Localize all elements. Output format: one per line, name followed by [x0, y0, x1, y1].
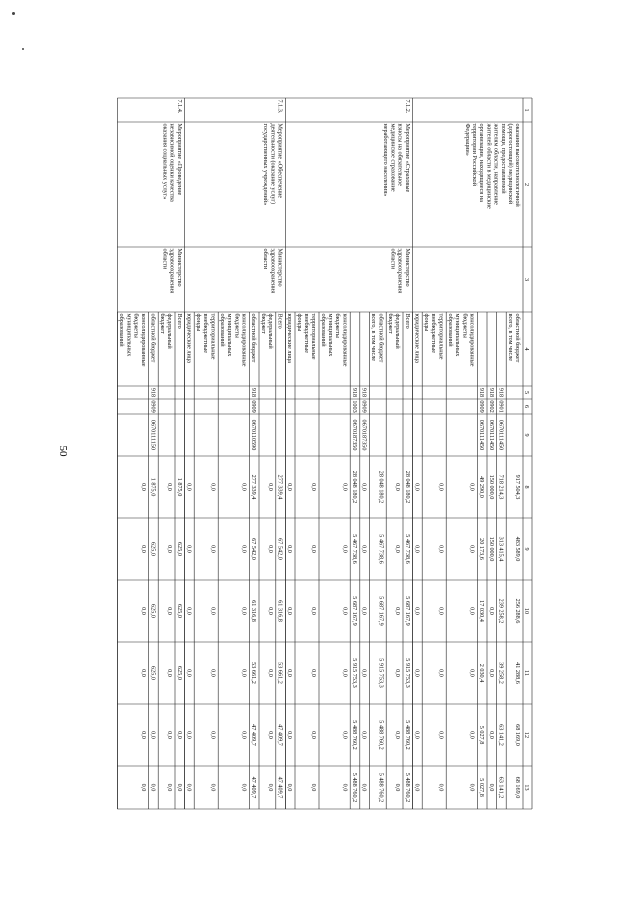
year-value: 5 915 753,3 [351, 658, 358, 688]
measure-name: Мероприятие «Страховые [403, 123, 411, 193]
year-value: 53 661,2 [250, 662, 258, 684]
section-code: 0909 [149, 400, 157, 413]
year-value: 0,0 [360, 783, 368, 792]
year-value: 47 409,7 [276, 724, 284, 746]
total-value: 277 339,4 [276, 474, 284, 500]
executor-name: области [262, 248, 270, 270]
measure-number: 7.1.2. [403, 99, 411, 114]
year-value: 0,0 [341, 545, 349, 553]
year-value: 0,0 [437, 669, 445, 677]
year-value: 47 409,7 [250, 776, 258, 799]
grbs-code: 918 [149, 387, 157, 398]
funding-source: юридические лица [413, 313, 421, 363]
target-article-code: 0670110590 [250, 419, 258, 451]
year-value: 150 000,0 [487, 536, 495, 562]
year-value: 0,0 [413, 731, 421, 739]
year-value: 67 542,0 [250, 538, 258, 560]
scan-speck [22, 48, 24, 50]
year-value: 0,0 [468, 545, 476, 553]
column-number: 1 [523, 108, 530, 112]
year-value: 0,0 [139, 731, 147, 739]
page-number: 50 [57, 445, 69, 457]
year-value: 0,0 [240, 783, 248, 792]
year-value: 256 288,6 [514, 598, 522, 624]
column-number: 5 [523, 390, 530, 395]
year-value: 0,0 [209, 545, 217, 553]
funding-source: территориальные [209, 313, 217, 360]
year-value: 5 687 167,9 [377, 596, 385, 626]
funding-source: юридические лица [185, 313, 193, 363]
year-value: 0,0 [310, 669, 318, 677]
year-value: 0,0 [437, 731, 445, 739]
measure-name: независимой оценки качества [168, 123, 176, 202]
column-number: 11 [523, 670, 530, 676]
year-value: 0,0 [413, 607, 421, 615]
funding-source: образований [118, 313, 126, 347]
year-value: 0,0 [149, 731, 157, 739]
total-value: 0,0 [394, 483, 402, 491]
total-value: 28 048 180,2 [377, 470, 385, 504]
section-code: 1003 [351, 400, 358, 413]
measure-name: (дорогостоящей) медицинской [507, 123, 514, 205]
year-value: 61 316,8 [250, 600, 258, 622]
year-value: 5 488 760,2 [351, 720, 358, 750]
year-value: 0,0 [394, 607, 402, 615]
target-article-code: 0670111450 [497, 419, 505, 451]
year-value: 0,0 [209, 783, 217, 792]
year-value: 0,0 [341, 669, 349, 677]
grbs-code: 918 [478, 387, 486, 398]
funding-source: бюджеты [334, 313, 342, 338]
total-value: 0,0 [209, 483, 217, 491]
funding-source: всего, в том числе [370, 313, 378, 362]
funding-source: территориальные [310, 313, 318, 360]
measure-name: Мероприятие «Обеспечение [276, 123, 284, 199]
section-code: 0909 [360, 400, 368, 413]
funding-source: образований [447, 313, 454, 347]
year-value: 5 467 738,6 [351, 534, 358, 564]
year-value: 0,0 [310, 783, 318, 792]
measure-name: деятельности (оказание услуг) [269, 123, 277, 205]
year-value: 0,0 [166, 783, 174, 792]
funding-source: муниципальных [226, 313, 234, 357]
measure-name: оказания социальных услуг» [161, 123, 169, 200]
year-value: 0,0 [267, 669, 274, 677]
year-value: 0,0 [149, 783, 157, 792]
year-value: 0,0 [341, 783, 349, 792]
year-value: 625,0 [175, 604, 183, 618]
funding-source: юридические лица [286, 313, 294, 363]
column-number: 12 [523, 731, 530, 739]
year-value: 0,0 [185, 783, 193, 792]
grbs-code: 918 [250, 387, 258, 398]
year-value: 5 687 167,9 [351, 596, 358, 626]
year-value: 0,0 [394, 731, 402, 739]
year-value: 5 488 760,2 [403, 772, 411, 803]
year-value: 63 141,2 [497, 776, 505, 799]
grbs-code: 918 [360, 387, 368, 398]
year-value: 0,0 [341, 607, 349, 615]
funding-source: фонды [423, 313, 430, 332]
year-value: 5 027,8 [478, 778, 486, 797]
year-value: 0,0 [166, 607, 174, 615]
year-value: 0,0 [175, 731, 183, 739]
year-value: 5 687 167,9 [403, 596, 411, 626]
funding-source: областной бюджет [377, 313, 385, 363]
year-value: 0,0 [267, 545, 274, 553]
year-value: 0,0 [286, 731, 294, 739]
year-value: 0,0 [185, 731, 193, 739]
section-code: 0909 [250, 400, 258, 413]
year-value: 0,0 [286, 669, 294, 677]
year-value: 5 488 760,2 [377, 772, 385, 803]
year-value: 0,0 [394, 545, 402, 553]
column-number: 8 [523, 485, 530, 489]
year-value: 17 030,4 [478, 600, 486, 622]
measure-name: Федерации» [463, 123, 471, 156]
year-value: 0,0 [468, 669, 476, 677]
funding-source: фонды [295, 313, 303, 332]
year-value: 0,0 [468, 607, 476, 615]
year-value: 5 467 738,6 [403, 534, 411, 564]
measure-name: помощи, предоставляемой [499, 123, 507, 194]
year-value: 239 258,2 [497, 598, 505, 624]
year-value: 67 542,0 [276, 538, 284, 560]
year-value: 0,0 [267, 783, 274, 792]
target-article-code: 0670111450 [478, 419, 486, 451]
total-value: 1 875,0 [175, 477, 183, 497]
year-value: 0,0 [487, 669, 495, 677]
year-value: 0,0 [360, 669, 368, 677]
year-value: 625,0 [149, 604, 157, 618]
year-value: 0,0 [286, 607, 294, 615]
total-value: 150 000,0 [487, 474, 495, 500]
funding-source: федеральный [394, 313, 402, 349]
measure-name: территории Российской [471, 123, 478, 186]
target-article-code: 0670111450 [487, 419, 495, 451]
year-value: 68 169,0 [514, 724, 522, 746]
funding-source: образований [319, 313, 327, 347]
funding-source: бюджет [159, 313, 166, 334]
column-number: 10 [523, 607, 530, 615]
year-value: 63 141,2 [497, 724, 505, 746]
year-value: 0,0 [437, 545, 445, 553]
grbs-code: 918 [497, 387, 505, 398]
funding-source: всего, в том числе [507, 313, 514, 362]
measure-name: государственных учреждений» [262, 123, 270, 206]
measure-name: неработающего населения» [382, 123, 390, 197]
year-value: 0,0 [139, 783, 147, 792]
total-value: 0,0 [185, 483, 193, 491]
year-value: 0,0 [166, 731, 174, 739]
year-value: 5 915 753,3 [377, 658, 385, 688]
total-value: 28 048 180,2 [351, 470, 358, 504]
funding-source: муниципальных [125, 313, 133, 357]
year-value: 0,0 [139, 545, 147, 553]
year-value: 625,0 [149, 542, 157, 556]
funding-source: Всего [403, 313, 411, 329]
year-value: 0,0 [468, 783, 476, 792]
total-value: 0,0 [286, 483, 294, 491]
year-value: 0,0 [240, 607, 248, 615]
year-value: 0,0 [185, 545, 193, 553]
total-value: 1 875,0 [149, 477, 157, 497]
measure-name: организации, находящиеся на [478, 123, 486, 202]
total-value: 0,0 [166, 483, 174, 491]
funding-source: территориальные [437, 313, 445, 360]
funding-source: консолидированные [341, 313, 349, 367]
year-value: 0,0 [310, 731, 318, 739]
year-value: 0,0 [166, 669, 174, 677]
target-article-code: 0670187350 [351, 419, 358, 451]
year-value: 5 027,8 [478, 725, 486, 745]
executor-name: здравоохранения [396, 248, 404, 294]
funding-source: образований [219, 313, 226, 347]
year-value: 47 409,7 [250, 724, 258, 746]
section-code: 0901 [497, 400, 505, 413]
year-value: 41 288,6 [514, 662, 522, 684]
funding-source: консолидированные [240, 313, 248, 367]
year-value: 2 030,4 [478, 663, 486, 683]
measure-name: медицинское страхование [389, 123, 397, 192]
executor-name: области [161, 248, 169, 270]
measure-number: 7.1.4. [175, 99, 183, 114]
grbs-code: 918 [351, 387, 358, 398]
year-value: 0,0 [267, 607, 274, 615]
total-value: 0,0 [437, 483, 445, 491]
year-value: 0,0 [240, 545, 248, 553]
year-value: 0,0 [209, 607, 217, 615]
total-value: 0,0 [267, 483, 274, 491]
year-value: 0,0 [185, 607, 193, 615]
funding-source: Всего [175, 313, 183, 329]
total-value: 718 214,3 [497, 474, 505, 500]
year-value: 47 409,7 [276, 776, 284, 799]
year-value: 0,0 [240, 669, 248, 677]
year-value: 0,0 [139, 607, 147, 615]
total-value: 0,0 [413, 483, 421, 491]
year-value: 0,0 [310, 607, 318, 615]
year-value: 0,0 [487, 783, 495, 792]
column-number: 9 [523, 547, 530, 551]
funding-source: областной бюджет [514, 313, 522, 363]
year-value: 0,0 [413, 545, 421, 553]
year-value: 5 915 753,3 [403, 658, 411, 688]
total-value: 0,0 [341, 483, 349, 491]
target-article-code: 0670187350 [360, 419, 368, 451]
grbs-code: 918 [487, 387, 495, 398]
year-value: 0,0 [209, 669, 217, 677]
year-value: 53 661,2 [276, 662, 284, 684]
column-number: 3 [523, 277, 530, 282]
measure-name: Мероприятие «Проведение [175, 123, 183, 196]
funding-source: областной бюджет [250, 313, 258, 363]
total-value: 277 339,4 [250, 474, 258, 500]
funding-source: фонды [195, 313, 202, 332]
total-value: 0,0 [240, 483, 248, 491]
measure-name: оказания высокотехнологичной [514, 123, 522, 207]
year-value: 0,0 [394, 783, 402, 792]
year-value: 20 173,6 [478, 538, 486, 560]
year-value: 0,0 [413, 783, 421, 792]
executor-name: здравоохранения [269, 248, 277, 294]
total-value: 917 504,3 [514, 474, 522, 500]
executor-name: Министерство [175, 248, 183, 287]
year-value: 313 415,4 [497, 536, 505, 562]
year-value: 0,0 [468, 731, 476, 739]
year-value: 0,0 [139, 669, 147, 677]
funding-source: внебюджетные [202, 313, 210, 353]
funding-source: бюджет [259, 313, 267, 334]
total-value: 49 290,0 [478, 476, 486, 498]
measure-name: жителям области, направление [492, 123, 500, 205]
year-value: 39 258,2 [497, 662, 505, 684]
funding-source: муниципальных [454, 313, 462, 357]
funding-source: федеральный [166, 313, 174, 349]
year-value: 5 488 760,2 [351, 772, 358, 803]
column-number: 2 [523, 182, 530, 187]
section-code: 0909 [478, 400, 486, 413]
year-value: 0,0 [286, 545, 294, 553]
funding-source: Всего [276, 313, 284, 329]
year-value: 0,0 [487, 731, 495, 739]
year-value: 5 488 760,2 [377, 720, 385, 750]
year-value: 0,0 [437, 783, 445, 792]
executor-name: здравоохранения [168, 248, 176, 294]
column-number: 6 [523, 404, 530, 409]
year-value: 0,0 [310, 545, 318, 553]
year-value: 0,0 [394, 669, 402, 677]
funding-source: внебюджетные [430, 313, 438, 353]
funding-source: внебюджетные [303, 313, 310, 353]
year-value: 625,0 [175, 666, 183, 680]
total-value: 28 048 180,2 [403, 470, 411, 504]
funding-source: областной бюджет [149, 313, 157, 363]
column-number: 9 [523, 433, 530, 437]
total-value: 0,0 [360, 483, 368, 491]
year-value: 0,0 [185, 669, 193, 677]
year-value: 0,0 [341, 731, 349, 739]
executor-name: Министерство [276, 248, 284, 287]
year-value: 5 488 760,2 [403, 720, 411, 750]
section-code: 0902 [487, 400, 495, 413]
scan-speck [12, 12, 15, 15]
funding-source: консолидированные [139, 313, 147, 367]
year-value: 0,0 [413, 669, 421, 677]
year-value: 625,0 [175, 542, 183, 556]
measure-number: 7.1.3. [276, 99, 284, 114]
year-value: 5 467 738,6 [377, 534, 385, 564]
column-number: 13 [523, 784, 530, 791]
executor-name: Министерство [403, 248, 411, 287]
funding-source: бюджеты [461, 313, 469, 338]
year-value: 0,0 [240, 731, 248, 739]
measure-name: жителей области в медицинские [485, 123, 493, 209]
total-value: 0,0 [139, 483, 147, 491]
year-value: 0,0 [437, 607, 445, 615]
year-value: 0,0 [209, 731, 217, 739]
year-value: 0,0 [360, 607, 368, 615]
funding-source: бюджеты [233, 313, 241, 338]
funding-source: федеральный [267, 313, 274, 349]
year-value: 0,0 [166, 545, 174, 553]
year-value: 0,0 [360, 731, 368, 739]
funding-source: бюджет [387, 313, 394, 334]
target-article-code: 0670111150 [149, 419, 157, 451]
year-value: 0,0 [267, 731, 274, 739]
column-number: 4 [523, 347, 530, 351]
year-value: 68 169,0 [514, 776, 522, 799]
year-value: 0,0 [487, 607, 495, 615]
year-value: 0,0 [175, 783, 183, 792]
executor-name: области [389, 248, 397, 270]
year-value: 625,0 [149, 666, 157, 680]
funding-source: бюджеты [132, 313, 140, 338]
funding-source: муниципальных [327, 313, 334, 357]
total-value: 0,0 [310, 483, 318, 491]
year-value: 0,0 [360, 545, 368, 553]
year-value: 483 589,0 [514, 536, 522, 562]
year-value: 61 316,8 [276, 600, 284, 622]
total-value: 0,0 [468, 483, 476, 491]
measure-name: взносы на обязательное [396, 123, 404, 187]
funding-source: консолидированные [468, 313, 476, 367]
year-value: 0,0 [286, 783, 294, 792]
